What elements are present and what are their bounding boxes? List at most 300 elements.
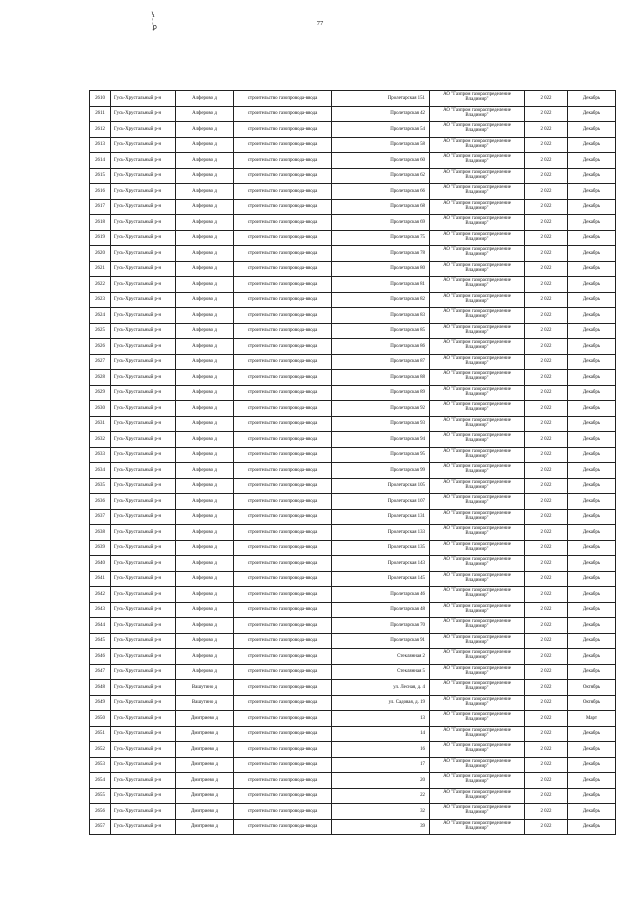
row-number-cell: 2657: [90, 819, 111, 835]
work-type-cell: строительство газопровода-ввода: [234, 618, 332, 634]
district-cell: Гусь-Хрустальный р-н: [111, 215, 176, 231]
month-cell: Декабрь: [568, 184, 616, 200]
organization-line-2: Владимир": [465, 329, 489, 335]
row-number-cell: 2621: [90, 261, 111, 277]
year-cell: 2 022: [525, 215, 568, 231]
month-cell: Декабрь: [568, 370, 616, 386]
address-cell: Пролетарская 83: [332, 308, 430, 324]
organization-line-2: Владимир": [465, 345, 489, 351]
row-number-cell: 2630: [90, 401, 111, 417]
organization-line-2: Владимир": [465, 205, 489, 211]
row-number-cell: 2639: [90, 540, 111, 556]
month-cell: Октябрь: [568, 695, 616, 711]
year-cell: 2 022: [525, 633, 568, 649]
work-type-cell: строительство газопровода-ввода: [234, 230, 332, 246]
organization-cell: [430, 819, 525, 835]
organization-line-1: АО "Газпром газораспределение: [443, 495, 511, 501]
organization-line-1: АО "Газпром газораспределение: [443, 820, 511, 826]
organization-line-2: Владимир": [465, 376, 489, 382]
organization-line-1: АО "Газпром газораспределение: [443, 557, 511, 563]
work-type-cell: строительство газопровода-ввода: [234, 292, 332, 308]
district-cell: Гусь-Хрустальный р-н: [111, 122, 176, 138]
month-cell: Декабрь: [568, 308, 616, 324]
work-type-cell: строительство газопровода-ввода: [234, 370, 332, 386]
month-cell: Декабрь: [568, 509, 616, 525]
settlement-cell: Дмитриево д: [176, 757, 234, 773]
row-number-cell: 2631: [90, 416, 111, 432]
month-cell: Декабрь: [568, 416, 616, 432]
organization-cell: [430, 711, 525, 727]
month-cell: Декабрь: [568, 742, 616, 758]
table-row: [90, 742, 616, 758]
organization-line-2: Владимир": [465, 825, 489, 831]
table-row: [90, 494, 616, 510]
row-number-cell: 2648: [90, 680, 111, 696]
organization-line-2: Владимир": [465, 391, 489, 397]
row-number-cell: 2632: [90, 432, 111, 448]
month-cell: Декабрь: [568, 618, 616, 634]
table-row: [90, 292, 616, 308]
organization-line-1: АО "Газпром газораспределение: [443, 526, 511, 532]
organization-line-1: АО "Газпром газораспределение: [443, 309, 511, 315]
address-cell: Пролетарская 89: [332, 385, 430, 401]
settlement-cell: Дмитриево д: [176, 711, 234, 727]
work-type-cell: строительство газопровода-ввода: [234, 106, 332, 122]
row-number-cell: 2653: [90, 757, 111, 773]
row-number-cell: 2629: [90, 385, 111, 401]
organization-cell: [430, 509, 525, 525]
row-number-cell: 2645: [90, 633, 111, 649]
address-cell: Пролетарская 88: [332, 370, 430, 386]
month-cell: Декабрь: [568, 246, 616, 262]
address-cell: Пролетарская 107: [332, 494, 430, 510]
organization-cell: [430, 308, 525, 324]
work-type-cell: строительство газопровода-ввода: [234, 587, 332, 603]
year-cell: 2 022: [525, 153, 568, 169]
organization-line-2: Владимир": [465, 128, 489, 134]
district-cell: Гусь-Хрустальный р-н: [111, 199, 176, 215]
address-cell: Пролетарская 82: [332, 292, 430, 308]
row-number-cell: 2612: [90, 122, 111, 138]
address-cell: Пролетарская 135: [332, 540, 430, 556]
organization-line-2: Владимир": [465, 608, 489, 614]
organization-cell: [430, 726, 525, 742]
district-cell: Гусь-Хрустальный р-н: [111, 571, 176, 587]
district-cell: Гусь-Хрустальный р-н: [111, 618, 176, 634]
year-cell: 2 022: [525, 680, 568, 696]
row-number-cell: 2622: [90, 277, 111, 293]
organization-line-1: АО "Газпром газораспределение: [443, 603, 511, 609]
year-cell: 2 022: [525, 184, 568, 200]
organization-line-1: АО "Газпром газораспределение: [443, 665, 511, 671]
organization-line-1: АО "Газпром газораспределение: [443, 355, 511, 361]
work-type-cell: строительство газопровода-ввода: [234, 323, 332, 339]
row-number-cell: 2640: [90, 556, 111, 572]
settlement-cell: Алферово д: [176, 649, 234, 665]
row-number-cell: 2634: [90, 463, 111, 479]
settlement-cell: Алферово д: [176, 556, 234, 572]
settlement-cell: Алферово д: [176, 261, 234, 277]
work-type-cell: строительство газопровода-ввода: [234, 726, 332, 742]
organization-cell: [430, 494, 525, 510]
address-cell: Пролетарская 78: [332, 246, 430, 262]
month-cell: Декабрь: [568, 230, 616, 246]
table-row: [90, 168, 616, 184]
table-row: [90, 122, 616, 138]
district-cell: Гусь-Хрустальный р-н: [111, 432, 176, 448]
month-cell: Декабрь: [568, 463, 616, 479]
month-cell: Декабрь: [568, 819, 616, 835]
organization-line-2: Владимир": [465, 190, 489, 196]
row-number-cell: 2655: [90, 788, 111, 804]
organization-line-2: Владимир": [465, 732, 489, 738]
month-cell: Декабрь: [568, 726, 616, 742]
page-number: 77: [316, 20, 324, 27]
settlement-cell: Алферово д: [176, 463, 234, 479]
address-cell: Пролетарская 46: [332, 587, 430, 603]
organization-line-1: АО "Газпром газораспределение: [443, 200, 511, 206]
address-cell: ул. Садовая, д. 19: [332, 695, 430, 711]
work-type-cell: строительство газопровода-ввода: [234, 540, 332, 556]
row-number-cell: 2649: [90, 695, 111, 711]
organization-cell: [430, 773, 525, 789]
work-type-cell: строительство газопровода-ввода: [234, 354, 332, 370]
organization-line-1: АО "Газпром газораспределение: [443, 293, 511, 299]
row-number-cell: 2652: [90, 742, 111, 758]
work-type-cell: строительство газопровода-ввода: [234, 602, 332, 618]
work-type-cell: строительство газопровода-ввода: [234, 633, 332, 649]
address-cell: Пролетарская 151: [332, 91, 430, 107]
organization-line-2: Владимир": [465, 500, 489, 506]
table-row: [90, 261, 616, 277]
district-cell: Гусь-Хрустальный р-н: [111, 649, 176, 665]
work-type-cell: строительство газопровода-ввода: [234, 339, 332, 355]
table-row: [90, 463, 616, 479]
table-row: [90, 370, 616, 386]
organization-line-2: Владимир": [465, 484, 489, 490]
table-row: [90, 649, 616, 665]
settlement-cell: Алферово д: [176, 618, 234, 634]
row-number-cell: 2638: [90, 525, 111, 541]
settlement-cell: Алферово д: [176, 370, 234, 386]
organization-cell: [430, 649, 525, 665]
address-cell: Пролетарская 87: [332, 354, 430, 370]
settlement-cell: Алферово д: [176, 385, 234, 401]
row-number-cell: 2644: [90, 618, 111, 634]
organization-cell: [430, 153, 525, 169]
organization-cell: [430, 339, 525, 355]
district-cell: Гусь-Хрустальный р-н: [111, 556, 176, 572]
address-cell: Пролетарская 66: [332, 184, 430, 200]
table-row: [90, 432, 616, 448]
district-cell: Гусь-Хрустальный р-н: [111, 230, 176, 246]
organization-line-2: Владимир": [465, 469, 489, 475]
year-cell: 2 022: [525, 199, 568, 215]
year-cell: 2 022: [525, 230, 568, 246]
organization-line-1: АО "Газпром газораспределение: [443, 619, 511, 625]
settlement-cell: Вашутино д: [176, 695, 234, 711]
organization-cell: [430, 261, 525, 277]
year-cell: 2 022: [525, 587, 568, 603]
organization-line-1: АО "Газпром газораспределение: [443, 634, 511, 640]
organization-cell: [430, 246, 525, 262]
month-cell: Декабрь: [568, 153, 616, 169]
month-cell: Декабрь: [568, 804, 616, 820]
organization-line-2: Владимир": [465, 639, 489, 645]
row-number-cell: 2614: [90, 153, 111, 169]
year-cell: 2 022: [525, 432, 568, 448]
organization-line-2: Владимир": [465, 252, 489, 258]
table-row: [90, 757, 616, 773]
organization-cell: [430, 788, 525, 804]
table-row: [90, 556, 616, 572]
organization-line-2: Владимир": [465, 159, 489, 165]
month-cell: Декабрь: [568, 277, 616, 293]
year-cell: 2 022: [525, 385, 568, 401]
organization-line-1: АО "Газпром газораспределение: [443, 650, 511, 656]
organization-line-2: Владимир": [465, 701, 489, 707]
table-row: [90, 602, 616, 618]
table-row: [90, 246, 616, 262]
organization-line-1: АО "Газпром газораспределение: [443, 588, 511, 594]
month-cell: Март: [568, 711, 616, 727]
district-cell: Гусь-Хрустальный р-н: [111, 819, 176, 835]
table-row: [90, 106, 616, 122]
district-cell: Гусь-Хрустальный р-н: [111, 339, 176, 355]
organization-line-2: Владимир": [465, 314, 489, 320]
district-cell: Гусь-Хрустальный р-н: [111, 742, 176, 758]
organization-line-2: Владимир": [465, 763, 489, 769]
month-cell: Декабрь: [568, 757, 616, 773]
address-cell: ул. Лесная, д. 4: [332, 680, 430, 696]
year-cell: 2 022: [525, 571, 568, 587]
district-cell: Гусь-Хрустальный р-н: [111, 246, 176, 262]
table-row: [90, 215, 616, 231]
address-cell: Пролетарская 105: [332, 478, 430, 494]
organization-line-1: АО "Газпром газораспределение: [443, 278, 511, 284]
settlement-cell: Алферово д: [176, 323, 234, 339]
organization-line-1: АО "Газпром газораспределение: [443, 417, 511, 423]
organization-cell: [430, 695, 525, 711]
organization-line-1: АО "Газпром газораспределение: [443, 324, 511, 330]
month-cell: Декабрь: [568, 385, 616, 401]
organization-line-2: Владимир": [465, 438, 489, 444]
month-cell: Декабрь: [568, 401, 616, 417]
district-cell: Гусь-Хрустальный р-н: [111, 416, 176, 432]
year-cell: 2 022: [525, 416, 568, 432]
work-type-cell: строительство газопровода-ввода: [234, 385, 332, 401]
work-type-cell: строительство газопровода-ввода: [234, 215, 332, 231]
organization-line-1: АО "Газпром газораспределение: [443, 464, 511, 470]
year-cell: 2 022: [525, 742, 568, 758]
organization-line-1: АО "Газпром газораспределение: [443, 774, 511, 780]
organization-line-1: АО "Газпром газораспределение: [443, 572, 511, 578]
organization-cell: [430, 680, 525, 696]
work-type-cell: строительство газопровода-ввода: [234, 819, 332, 835]
district-cell: Гусь-Хрустальный р-н: [111, 587, 176, 603]
settlement-cell: Алферово д: [176, 633, 234, 649]
year-cell: 2 022: [525, 292, 568, 308]
table-row: [90, 308, 616, 324]
organization-cell: [430, 463, 525, 479]
work-type-cell: строительство газопровода-ввода: [234, 261, 332, 277]
organization-line-2: Владимир": [465, 283, 489, 289]
settlement-cell: Алферово д: [176, 447, 234, 463]
settlement-cell: Алферово д: [176, 277, 234, 293]
work-type-cell: строительство газопровода-ввода: [234, 168, 332, 184]
address-cell: Пролетарская 48: [332, 602, 430, 618]
organization-line-1: АО "Газпром газораспределение: [443, 789, 511, 795]
table-row: [90, 819, 616, 835]
organization-line-2: Владимир": [465, 407, 489, 413]
organization-line-1: АО "Газпром газораспределение: [443, 371, 511, 377]
month-cell: Декабрь: [568, 339, 616, 355]
year-cell: 2 022: [525, 556, 568, 572]
organization-line-2: Владимир": [465, 221, 489, 227]
organization-cell: [430, 633, 525, 649]
address-cell: 13: [332, 711, 430, 727]
table-row: [90, 773, 616, 789]
month-cell: Декабрь: [568, 540, 616, 556]
district-cell: Гусь-Хрустальный р-н: [111, 509, 176, 525]
month-cell: Декабрь: [568, 199, 616, 215]
row-number-cell: 2654: [90, 773, 111, 789]
work-type-cell: строительство газопровода-ввода: [234, 416, 332, 432]
organization-line-1: АО "Газпром газораспределение: [443, 247, 511, 253]
district-cell: Гусь-Хрустальный р-н: [111, 370, 176, 386]
organization-cell: [430, 323, 525, 339]
row-number-cell: 2647: [90, 664, 111, 680]
table-row: [90, 525, 616, 541]
organization-line-2: Владимир": [465, 810, 489, 816]
settlement-cell: Алферово д: [176, 292, 234, 308]
settlement-cell: Алферово д: [176, 91, 234, 107]
row-number-cell: 2615: [90, 168, 111, 184]
table-row: [90, 478, 616, 494]
year-cell: 2 022: [525, 401, 568, 417]
work-type-cell: строительство газопровода-ввода: [234, 184, 332, 200]
address-cell: Пролетарская 75: [332, 230, 430, 246]
organization-cell: [430, 571, 525, 587]
address-cell: 32: [332, 804, 430, 820]
organization-cell: [430, 556, 525, 572]
organization-line-1: АО "Газпром газораспределение: [443, 169, 511, 175]
district-cell: Гусь-Хрустальный р-н: [111, 354, 176, 370]
table-row: [90, 323, 616, 339]
district-cell: Гусь-Хрустальный р-н: [111, 401, 176, 417]
work-type-cell: строительство газопровода-ввода: [234, 494, 332, 510]
work-type-cell: строительство газопровода-ввода: [234, 525, 332, 541]
work-type-cell: строительство газопровода-ввода: [234, 478, 332, 494]
address-cell: Пролетарская 80: [332, 261, 430, 277]
organization-cell: [430, 757, 525, 773]
settlement-cell: Алферово д: [176, 153, 234, 169]
table-row: [90, 184, 616, 200]
organization-line-2: Владимир": [465, 360, 489, 366]
table-row: [90, 618, 616, 634]
organization-line-2: Владимир": [465, 655, 489, 661]
organization-cell: [430, 432, 525, 448]
district-cell: Гусь-Хрустальный р-н: [111, 680, 176, 696]
organization-line-1: АО "Газпром газораспределение: [443, 479, 511, 485]
year-cell: 2 022: [525, 757, 568, 773]
row-number-cell: 2611: [90, 106, 111, 122]
settlement-cell: Алферово д: [176, 587, 234, 603]
organization-cell: [430, 137, 525, 153]
work-type-cell: строительство газопровода-ввода: [234, 432, 332, 448]
month-cell: Декабрь: [568, 633, 616, 649]
organization-cell: [430, 354, 525, 370]
row-number-cell: 2637: [90, 509, 111, 525]
organization-cell: [430, 91, 525, 107]
organization-line-1: АО "Газпром газораспределение: [443, 386, 511, 392]
month-cell: Декабрь: [568, 571, 616, 587]
district-cell: Гусь-Хрустальный р-н: [111, 91, 176, 107]
work-type-cell: строительство газопровода-ввода: [234, 804, 332, 820]
district-cell: Гусь-Хрустальный р-н: [111, 788, 176, 804]
year-cell: 2 022: [525, 788, 568, 804]
organization-line-2: Владимир": [465, 422, 489, 428]
table-row: [90, 711, 616, 727]
organization-line-1: АО "Газпром газораспределение: [443, 681, 511, 687]
organization-cell: [430, 540, 525, 556]
organization-line-2: Владимир": [465, 577, 489, 583]
organization-line-1: АО "Газпром газораспределение: [443, 262, 511, 268]
work-type-cell: строительство газопровода-ввода: [234, 649, 332, 665]
settlement-cell: Алферово д: [176, 354, 234, 370]
row-number-cell: 2617: [90, 199, 111, 215]
settlement-cell: Алферово д: [176, 308, 234, 324]
address-cell: 17: [332, 757, 430, 773]
month-cell: Октябрь: [568, 680, 616, 696]
settlement-cell: Алферово д: [176, 571, 234, 587]
district-cell: Гусь-Хрустальный р-н: [111, 602, 176, 618]
year-cell: 2 022: [525, 664, 568, 680]
work-type-cell: строительство газопровода-ввода: [234, 571, 332, 587]
settlement-cell: Алферово д: [176, 106, 234, 122]
work-type-cell: строительство газопровода-ввода: [234, 246, 332, 262]
year-cell: 2 022: [525, 137, 568, 153]
month-cell: Декабрь: [568, 773, 616, 789]
district-cell: Гусь-Хрустальный р-н: [111, 664, 176, 680]
row-number-cell: 2656: [90, 804, 111, 820]
organization-line-2: Владимир": [465, 748, 489, 754]
organization-cell: [430, 447, 525, 463]
organization-line-1: АО "Газпром газораспределение: [443, 231, 511, 237]
table-row: [90, 571, 616, 587]
year-cell: 2 022: [525, 618, 568, 634]
district-cell: Гусь-Хрустальный р-н: [111, 478, 176, 494]
organization-line-2: Владимир": [465, 112, 489, 118]
year-cell: 2 022: [525, 261, 568, 277]
work-type-cell: строительство газопровода-ввода: [234, 199, 332, 215]
address-cell: Пролетарская 92: [332, 401, 430, 417]
address-cell: Пролетарская 58: [332, 137, 430, 153]
district-cell: Гусь-Хрустальный р-н: [111, 757, 176, 773]
month-cell: Декабрь: [568, 494, 616, 510]
row-number-cell: 2641: [90, 571, 111, 587]
organization-cell: [430, 664, 525, 680]
organization-line-1: АО "Газпром газораспределение: [443, 216, 511, 222]
row-number-cell: 2624: [90, 308, 111, 324]
month-cell: Декабрь: [568, 602, 616, 618]
organization-line-2: Владимир": [465, 267, 489, 273]
row-number-cell: 2635: [90, 478, 111, 494]
settlement-cell: Дмитриево д: [176, 773, 234, 789]
month-cell: Декабрь: [568, 432, 616, 448]
district-cell: Гусь-Хрустальный р-н: [111, 494, 176, 510]
row-number-cell: 2636: [90, 494, 111, 510]
